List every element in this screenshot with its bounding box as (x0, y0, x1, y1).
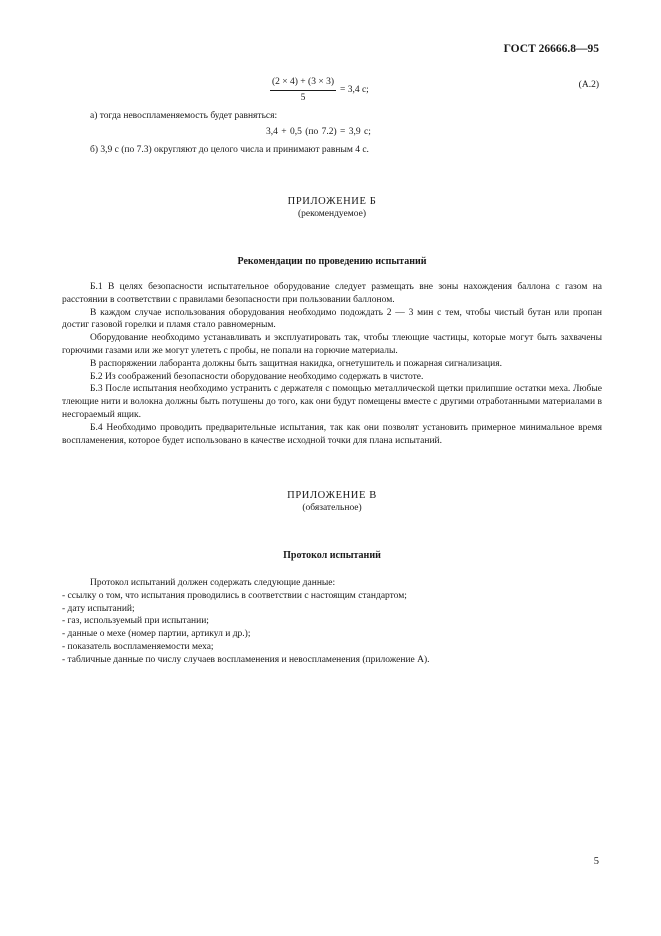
paragraph-b2: Б.2 Из соображений безопасности оборудование необходимо содержать в чистоте. (90, 371, 424, 382)
fraction-numerator: (2 × 4) + (3 × 3) (270, 76, 336, 91)
formula-result: = 3,4 с; (339, 84, 369, 95)
appendix-v-heading: Протокол испытаний (283, 550, 381, 561)
list-item: - газ, используемый при испытании; (62, 616, 209, 627)
calc-line-b: б) 3,9 с (по 7.3) округляют до целого числа и принимают равным 4 с. (90, 145, 369, 155)
protocol-list (62, 577, 602, 667)
appendix-b-subtitle: (рекомендуемое) (297, 209, 367, 219)
list-item: - ссылку о том, что испытания проводились в соответствии с настоящим стандартом; (62, 590, 407, 601)
appendix-b-body (62, 281, 602, 447)
fraction (270, 76, 336, 104)
paragraph-equipment: Оборудование необходимо устанавливать и эксплуатировать так, чтобы тлеющие частицы, которые могут быть захвачены горючими газами или же могут улететь с пробы, не попали на горючие материалы. (62, 333, 602, 356)
paragraph-wait: В каждом случае использования оборудования необходимо подождать 2 — 3 мин с тем, чтобы чистый бутан или пропан достиг газовой горелки и пламя стало равномерным. (62, 307, 602, 331)
list-item: - показатель воспламеняемости меха; (62, 641, 214, 652)
paragraph-b1: Б.1 В целях безопасности испытательное оборудование следует размещать вне зоны нахождения баллона с газом на расстоянии в соответствии с правилами безопасности при пользовании баллоном. (62, 282, 602, 305)
list-item: - дату испытаний; (62, 603, 135, 614)
paragraph-b4: Б.4 Необходимо проводить предварительные испытания, так как они позволят установить примерное минимальное время воспламенения, которое будет использовано в качестве исходной точки для плана испытаний. (62, 422, 602, 446)
calc-line-a: а) тогда невоспламеняемость будет равняться: (90, 111, 278, 121)
appendix-v-subtitle: (обязательное) (302, 503, 362, 513)
page-number: 5 (593, 856, 599, 867)
formula-a2 (270, 76, 369, 104)
appendix-v-title: ПРИЛОЖЕНИЕ В (287, 490, 377, 501)
calc-equation: 3,4 + 0,5 (по 7.2) = 3,9 с; (266, 127, 371, 137)
paragraph-b3: Б.3 После испытания необходимо устранить с держателя с помощью металлической щетки прилипшие остатки меха. Любые тлеющие нити и волокна должны быть потушены до того, как они будут помещены вместе с другими отработанными материалами в несгораемый ящик. (62, 384, 602, 420)
appendix-b-heading: Рекомендации по проведению испытаний (237, 256, 427, 267)
list-item: - табличные данные по числу случаев воспламенения и невоспламенения (приложение А). (62, 654, 430, 665)
formula-number: (А.2) (578, 80, 599, 90)
paragraph-safety-gear: В распоряжении лаборанта должны быть защитная накидка, огнетушитель и пожарная сигнализация. (90, 358, 502, 369)
protocol-intro: Протокол испытаний должен содержать следующие данные: (90, 578, 336, 588)
list-item: - данные о мехе (номер партии, артикул и др.); (62, 629, 251, 640)
fraction-denominator: 5 (300, 92, 306, 103)
document-code: ГОСТ 26666.8—95 (503, 43, 599, 55)
appendix-b-title: ПРИЛОЖЕНИЕ Б (287, 196, 377, 207)
